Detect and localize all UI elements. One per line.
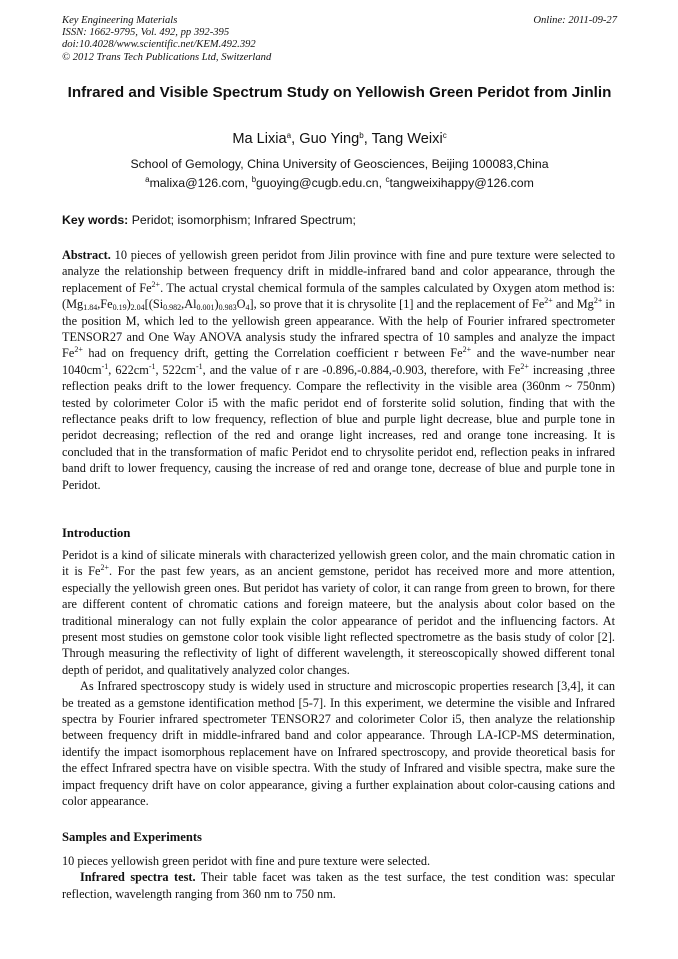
author-mark: c [442,131,447,140]
email-address[interactable]: malixa@126.com [149,176,245,190]
author-name: Tang Weixi [371,131,443,147]
abstract-text: and Mg [552,297,594,312]
superscript: 2+ [151,279,161,289]
abstract-text: 10 pieces of yellowish green peridot from Jilin province with fine and pure texture were selected to analyze the relationship between frequency drift in middle-infrared band and color appearance, through the replacement of Fe [62,248,615,295]
abstract-text: , so prove that it is chrysolite [1] and the replacement of Fe [253,297,545,312]
affiliation: School of Gemology, China University of Geosciences, Beijing 100083,China [130,157,549,171]
abstract-text: ,Al [181,297,197,312]
superscript: 2+ [593,296,603,306]
keywords-text: Peridot; isomorphism; Infrared Spectrum; [131,213,356,227]
introduction [62,547,615,810]
subscript: 4 [245,303,250,313]
paragraph-text: . For the past few years, as an ancient gemstone, peridot has received more and more attention, especially the yellowish green ones. But peridot has variety of color, it can range from green to brown, for there are different content of chromatic cations and foreign mateere, but the analysis about color based on the traditional mineralogy can not fully explain the color appearance of peridot and the influencing factors. At present most studies on gemstone color took visible light reflected spectrometre as the basis study of color [2]. Through measuring the reflectivity of light of different wavelength, it stereoscopically showed different tonal depth of peridot, and qualitatively analyzed color changes. [62,564,615,677]
abstract-text: , 522cm [155,362,196,377]
paragraph-label: Infrared spectra test. [80,870,196,885]
abstract-text: [(Si [144,297,164,312]
online-date: Online: 2011-09-27 [533,15,617,26]
journal-header [62,15,482,64]
paper-title: Infrared and Visible Spectrum Study on Yellowish Green Peridot from Jinlin [67,84,612,101]
subscript: 0.983 [218,303,237,313]
author-name: Guo Ying [299,131,360,147]
paragraph-text: Their table facet was taken as the test surface, the test condition was: specular reflection, wavelength ranging from 360 nm to 750 nm. [62,870,615,901]
paragraph-text: Peridot is a kind of silicate minerals with characterized yellowish green color, and the main chromatic cation in it is Fe [62,548,615,579]
abstract-text: . The actual crystal chemical formula of the samples calculated by Oxygen atom method is: (Mg [62,280,615,312]
abstract [62,247,615,493]
email-address[interactable]: guoying@cugb.edu.cn [256,176,379,190]
abstract-text: ] [249,297,254,312]
author-name: Ma Lixia [232,131,287,147]
subscript: 1.84 [83,303,98,313]
email-mark: a [145,175,150,184]
journal-name: Key Engineering Materials [62,15,178,26]
abstract-text: ) [126,297,131,312]
superscript: -1 [101,361,109,371]
abstract-text: ) [214,297,219,312]
email-mark: c [385,175,390,184]
abstract-text: increasing ,three reflection peaks drift to the lower frequency. Compare the reflectivity in the visible area (360nm ~ 750nm) tested by colorimeter Color i5 with the mafic peridot end of forsterite solid solution, finding that with the reflectance peaks drift to low frequency, reflection of blue and purple light decrease, blue and purple tone in peridot decreasing; reflection of the red and orange light increases, red and orange tone increasing. It is concluded that in the transformation of mafic Peridot end to chrysolite peridot end, reflection peaks in infrared band drift to lower frequency, causing the increase of red and orange tone, decrease of blue and purple tone in Peridot. [62,362,615,492]
abstract-text: O [236,297,246,312]
abstract-text: and the wave-number near 1040cm [62,346,616,377]
abstract-text: had on frequency drift, getting the Correlation coefficient r between Fe [82,346,463,361]
subscript: 0.001 [196,303,215,313]
abstract-text: ,Fe [97,297,113,312]
samples-heading: Samples and Experiments [62,830,202,844]
abstract-text: , and the value of r are -0.896,-0.884,-0.903, therefore, with Fe [202,362,521,377]
keywords [62,213,617,227]
abstract-label: Abstract. [62,248,111,262]
superscript: -1 [148,361,156,371]
copyright-line: © 2012 Trans Tech Publications Ltd, Switzerland [62,51,272,63]
paragraph [62,547,615,678]
email-list: $^a$malixa@126.com, $^b$guoying@cugb.edu.cn, $^c$tangweixihappy@126.com [145,175,534,190]
subscript: 0.19 [112,303,127,313]
superscript: 2+ [520,361,529,371]
keywords-label: Key words: [62,213,129,227]
samples-section [62,853,615,902]
email-mark: b [251,175,257,184]
author-mark: a [286,131,292,140]
author-mark: b [359,131,364,140]
paragraph: 10 pieces yellowish green peridot with fine and pure texture were selected. [62,854,431,868]
doi-line: doi:10.4028/www.scientific.net/KEM.492.392 [62,39,256,51]
paragraph [62,869,615,902]
superscript: 2+ [462,345,472,355]
author-list: Ma Lixia$^a$, Guo Ying$^b$, Tang Weixi$^c$ [232,131,447,147]
paragraph: As Infrared spectroscopy study is widely used in structure and microscopic properties research [3,4], it can be treated as a gemstone identification method [5-7]. In this experiment, we determine the visible and Infrared spectra by Fourier infrared spectrometer TENSOR27 and colorimeter Color i5, then analyze the relationship between frequency drift in middle-infrared band and color appearance. Through LA-ICP-MS determination, identify the impact isomorphous replacement have on Infrared spectroscopy, and provide theoretical basis for the effect Infrared spectra have on visible spectra. With the study of Infrared and visible spectra, make sure the impact frequency drift have on color appearance, giving a further explaination about color-causing cations and color appearance. [62,679,615,809]
introduction-heading: Introduction [62,526,131,540]
superscript: 2+ [74,345,83,355]
subscript: 0.982 [163,303,182,313]
superscript: -1 [196,361,203,371]
issn-line: ISSN: 1662-9795, Vol. 492, pp 392-395 [62,27,230,39]
email-address[interactable]: tangweixihappy@126.com [389,176,534,190]
abstract-text: in the position M, which led to the yellowish green appearance. With the help of Fourier infrared spectrometer TENSOR27 and One Way ANOVA analysis study the infrared spectra of 10 samples and analyze the impact Fe [62,297,615,361]
superscript: 2+ [100,563,109,573]
superscript: 2+ [544,296,553,306]
abstract-text: , 622cm [108,362,149,377]
subscript: 2.04 [130,303,145,313]
